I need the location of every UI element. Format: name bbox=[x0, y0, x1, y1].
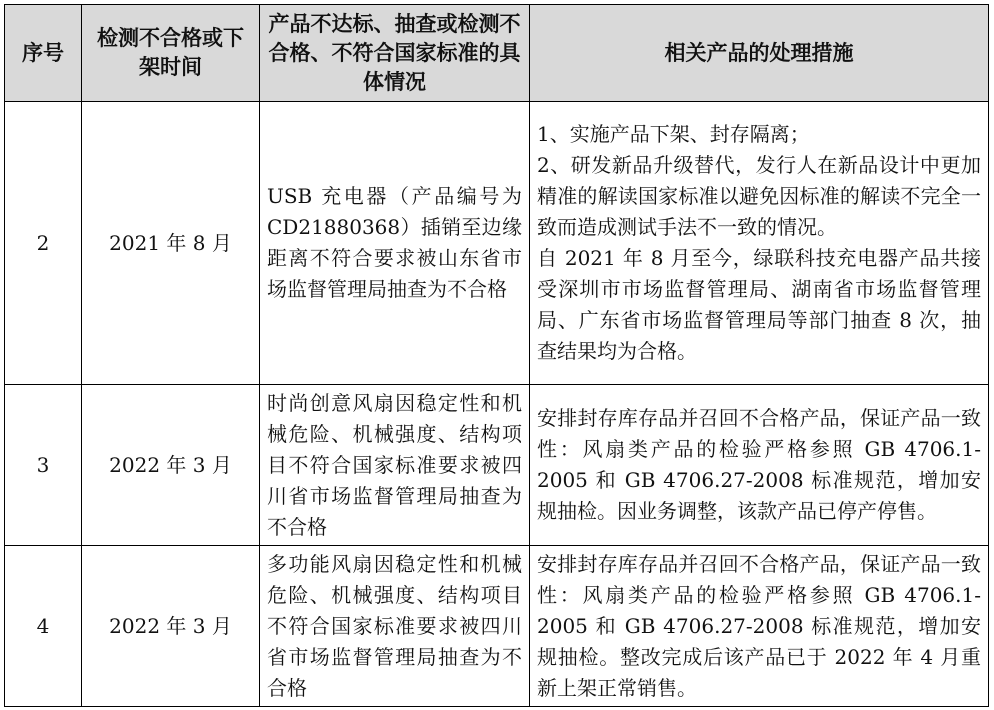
header-serial-no: 序号 bbox=[5, 5, 82, 102]
header-measures: 相关产品的处理措施 bbox=[530, 5, 989, 102]
measure-paragraph: 自 2021 年 8 月至今，绿联科技充电器产品共接受深圳市市场监督管理局、湖南省市场监督管理局、广东省市场监督管理局等部门抽查 8 次，抽查结果均为合格。 bbox=[537, 246, 981, 363]
measure-paragraph: 2、研发新品升级替代，发行人在新品设计中更加精准的解读国家标准以避免因标准的解读不完全一致而造成测试手法不一致的情况。 bbox=[537, 153, 981, 239]
row-situation: 多功能风扇因稳定性和机械危险、机械强度、结构项目不符合国家标准要求被四川省市场监督管理局抽查为不合格 bbox=[260, 546, 530, 707]
row-measures bbox=[530, 385, 989, 546]
inspection-table bbox=[4, 4, 989, 707]
measure-paragraph: 1、实施产品下架、封存隔离； bbox=[537, 122, 810, 146]
header-date: 检测不合格或下架时间 bbox=[82, 5, 260, 102]
row-date: 2022 年 3 月 bbox=[82, 546, 260, 707]
header-situation: 产品不达标、抽查或检测不合格、不符合国家标准的具体情况 bbox=[260, 5, 530, 102]
row-serial-no: 2 bbox=[5, 102, 82, 385]
measure-paragraph: 安排封存库存品并召回不合格产品，保证产品一致性：风扇类产品的检验严格参照 GB 4706.1-2005 和 GB 4706.27-2008 标准规范，增加安规抽检。整改完成后该产品已于 2022 年 4 月重新上架正常销售。 bbox=[537, 551, 981, 700]
table-row bbox=[5, 385, 989, 546]
table-header-row bbox=[5, 5, 989, 102]
row-situation: 时尚创意风扇因稳定性和机械危险、机械强度、结构项目不符合国家标准要求被四川省市场监督管理局抽查为不合格 bbox=[260, 385, 530, 546]
row-measures bbox=[530, 546, 989, 707]
row-date: 2022 年 3 月 bbox=[82, 385, 260, 546]
measure-paragraph: 安排封存库存品并召回不合格产品，保证产品一致性：风扇类产品的检验严格参照 GB 4706.1-2005 和 GB 4706.27-2008 标准规范，增加安规抽检。因业务调整，该款产品已停产停售。 bbox=[537, 406, 981, 523]
row-measures bbox=[530, 102, 989, 385]
table-row bbox=[5, 546, 989, 707]
row-serial-no: 4 bbox=[5, 546, 82, 707]
row-situation: USB 充电器（产品编号为 CD21880368）插销至边缘距离不符合要求被山东省市场监督管理局抽查为不合格 bbox=[260, 102, 530, 385]
table-row bbox=[5, 102, 989, 385]
row-serial-no: 3 bbox=[5, 385, 82, 546]
row-date: 2021 年 8 月 bbox=[82, 102, 260, 385]
